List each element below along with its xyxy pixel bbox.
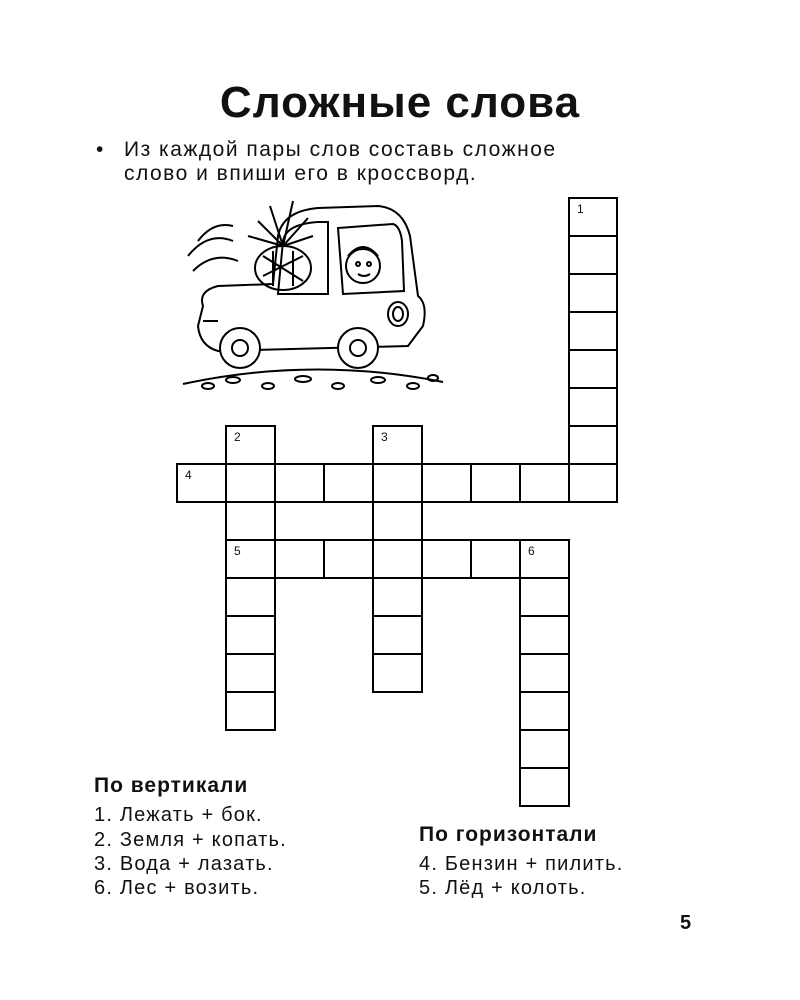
crossword-cell[interactable] — [176, 463, 227, 503]
crossword-cell[interactable] — [421, 539, 472, 579]
clue-number: 6 — [528, 544, 535, 558]
crossword-cell[interactable] — [372, 501, 423, 541]
crossword-cell[interactable] — [568, 273, 618, 313]
crossword-cell[interactable] — [519, 539, 570, 579]
vertical-clue: 3. Вода + лазать. — [94, 853, 274, 875]
crossword-cell[interactable] — [225, 463, 276, 503]
horizontal-clue: 5. Лёд + колоть. — [419, 877, 587, 899]
crossword-cell[interactable] — [372, 653, 423, 693]
instruction-line-2: слово и впиши его в кроссворд. — [124, 162, 478, 185]
crossword-cell[interactable] — [372, 615, 423, 655]
crossword-cell[interactable] — [568, 387, 618, 427]
crossword-cell[interactable] — [470, 463, 521, 503]
crossword-cell[interactable] — [470, 539, 521, 579]
crossword-cell[interactable] — [225, 577, 276, 617]
vertical-clue: 2. Земля + копать. — [94, 829, 287, 851]
crossword-cell[interactable] — [568, 425, 618, 465]
crossword-cell[interactable] — [225, 653, 276, 693]
page-title: Сложные слова — [219, 78, 581, 127]
crossword-cell[interactable] — [519, 691, 570, 731]
crossword-cell[interactable] — [323, 463, 374, 503]
crossword-cell[interactable] — [372, 577, 423, 617]
vertical-clue: 1. Лежать + бок. — [94, 804, 263, 826]
horizontal-clue: 4. Бензин + пилить. — [419, 853, 624, 875]
crossword-cell[interactable] — [421, 463, 472, 503]
crossword-cell[interactable] — [519, 463, 570, 503]
horizontal-clues-title: По горизонтали — [419, 823, 598, 846]
crossword-cell[interactable] — [519, 615, 570, 655]
crossword-cell[interactable] — [519, 577, 570, 617]
crossword-cell[interactable] — [568, 349, 618, 389]
crossword-cell[interactable] — [568, 463, 618, 503]
page-number: 5 — [680, 912, 692, 934]
vertical-clues-title: По вертикали — [94, 774, 249, 797]
crossword-cell[interactable] — [519, 767, 570, 807]
crossword-cell[interactable] — [225, 425, 276, 465]
clue-number: 5 — [234, 544, 241, 558]
crossword-cell[interactable] — [372, 463, 423, 503]
crossword-cell[interactable] — [225, 615, 276, 655]
crossword-cell[interactable] — [323, 539, 374, 579]
crossword-cell[interactable] — [568, 311, 618, 351]
bullet: • — [96, 138, 105, 161]
clue-number: 1 — [577, 202, 584, 216]
clue-number: 4 — [185, 468, 192, 482]
crossword-cell[interactable] — [225, 501, 276, 541]
instruction-line-1: Из каждой пары слов составь сложное — [124, 138, 557, 161]
crossword-cell[interactable] — [519, 653, 570, 693]
clue-number: 3 — [381, 430, 388, 444]
crossword-cell[interactable] — [225, 539, 276, 579]
crossword-cell[interactable] — [568, 197, 618, 237]
crossword-cell[interactable] — [568, 235, 618, 275]
crossword-cell[interactable] — [274, 463, 325, 503]
vertical-clue: 6. Лес + возить. — [94, 877, 260, 899]
crossword-cell[interactable] — [372, 425, 423, 465]
crossword-cell[interactable] — [372, 539, 423, 579]
crossword-cell[interactable] — [225, 691, 276, 731]
crossword-cell[interactable] — [519, 729, 570, 769]
clue-number: 2 — [234, 430, 241, 444]
crossword-cell[interactable] — [274, 539, 325, 579]
